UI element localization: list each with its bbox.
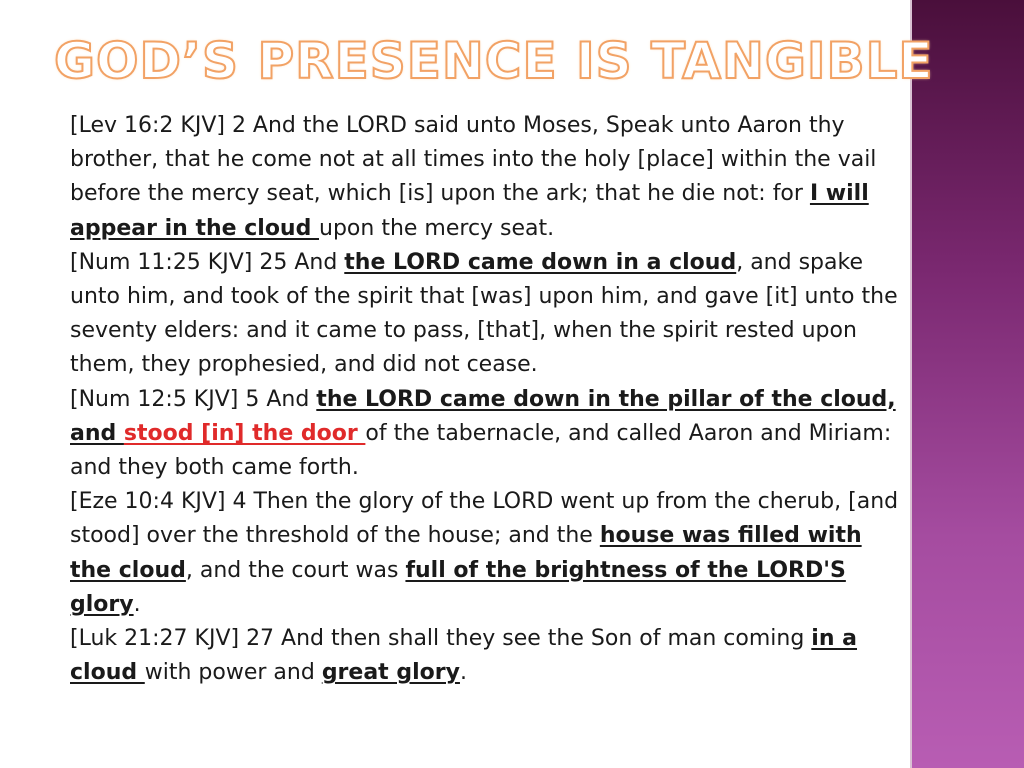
highlight-phrase: house was filled with the cloud	[70, 523, 862, 583]
verse-text: of the tabernacle, and called Aaron and Miriam: and they both came forth.	[70, 420, 892, 481]
scripture-text-box	[70, 109, 900, 690]
verse-text: upon the mercy seat.	[319, 215, 555, 241]
verse-num-12-5	[70, 383, 900, 486]
slide-title: GOD’S PRESENCE IS TANGIBLE	[54, 32, 934, 90]
verse-lev-16-2	[70, 109, 900, 246]
decorative-sidebar	[912, 0, 1024, 768]
highlight-phrase: the LORD came down in a cloud	[344, 249, 737, 275]
verse-num-11-25	[70, 246, 900, 383]
highlight-phrase: in a cloud	[70, 626, 858, 686]
verse-text: .	[459, 660, 467, 686]
highlight-phrase-red: stood [in] the door	[123, 420, 366, 446]
verse-luk-21-27	[70, 622, 900, 690]
verse-text: [Eze 10:4 KJV] 4 Then the glory of the LORD went up from the cherub, [and stood] over the threshold of the house; and the	[70, 489, 899, 549]
verse-text: , and spake unto him, and took of the spirit that [was] upon him, and gave [it] unto the seventy elders: and it came to pass, [that], when the spirit rested upon them, they prophesied, and did not cease.	[70, 249, 898, 378]
verse-text: , and the court was	[185, 557, 406, 583]
verse-text: .	[133, 591, 141, 617]
verse-text: [Luk 21:27 KJV] 27 And then shall they see the Son of man coming	[70, 626, 812, 652]
highlight-phrase: the LORD came down in the pillar of the cloud, and	[70, 386, 896, 446]
verse-text: [Num 11:25 KJV] 25 And	[70, 249, 345, 275]
highlight-phrase: great glory	[321, 660, 460, 686]
highlight-phrase: full of the brightness of the LORD'S glory	[70, 557, 846, 617]
verse-text: [Lev 16:2 KJV] 2 And the LORD said unto Moses, Speak unto Aaron thy brother, that he come not at all times into the holy [place] within the vail before the mercy seat, which [is] upon the ark; that he die not: for	[70, 113, 877, 207]
verse-text: with power and	[144, 660, 322, 686]
verse-eze-10-4	[70, 485, 900, 622]
highlight-phrase: I will appear in the cloud	[70, 181, 869, 241]
verse-text: [Num 12:5 KJV] 5 And	[70, 386, 317, 412]
